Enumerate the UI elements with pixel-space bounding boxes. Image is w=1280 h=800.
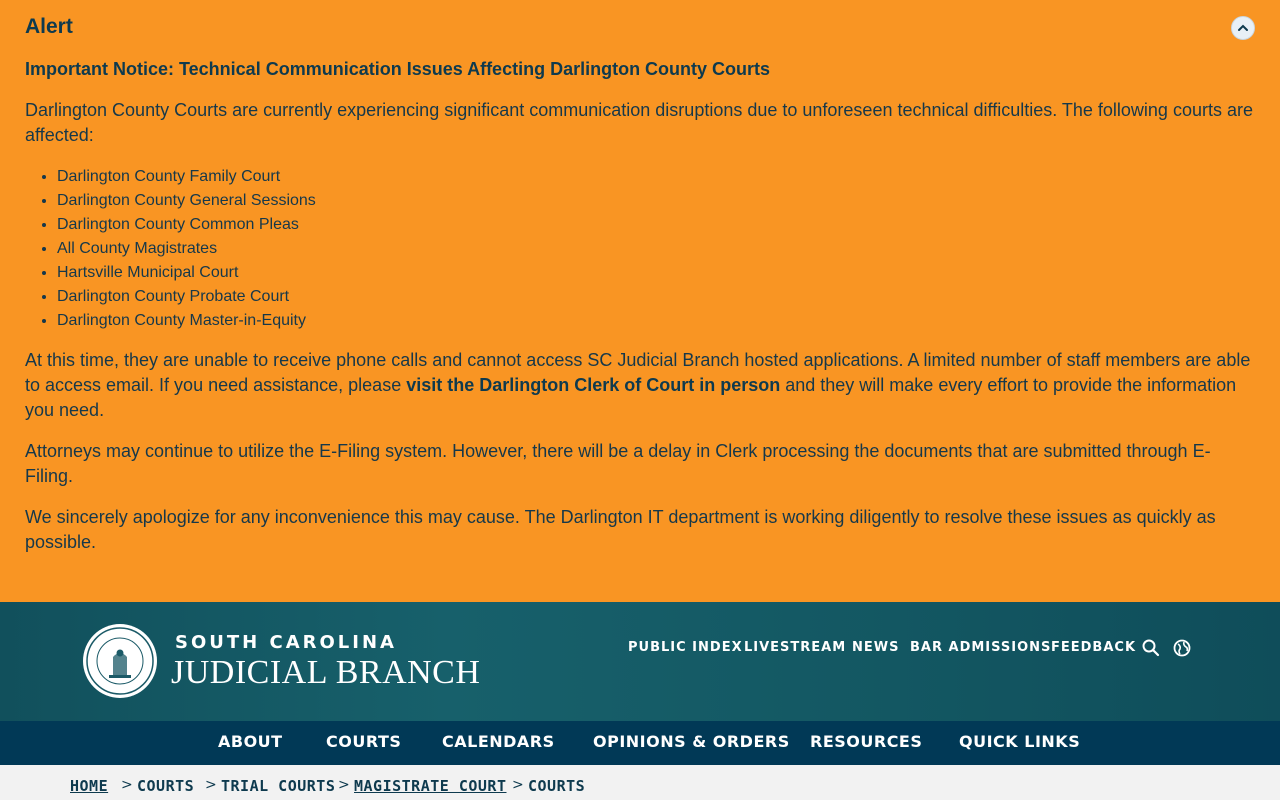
chevron-up-icon	[1237, 22, 1249, 34]
brand-state[interactable]: SOUTH CAROLINA	[175, 632, 397, 653]
list-item: • All County Magistrates	[57, 237, 316, 261]
search-icon[interactable]	[1141, 638, 1161, 658]
breadcrumb-courts: COURTS	[137, 777, 195, 795]
breadcrumb	[0, 765, 1280, 800]
list-item: • Darlington County Master-in-Equity	[57, 309, 316, 333]
breadcrumb-current: COURTS	[528, 777, 586, 795]
breadcrumb-trial-courts: TRIAL COURTS	[221, 777, 336, 795]
brand-judicial-branch[interactable]: JUDICIAL BRANCH	[171, 654, 481, 691]
nav-calendars[interactable]: CALENDARS	[442, 732, 555, 751]
breadcrumb-separator: >	[205, 777, 217, 793]
bar-admissions-link[interactable]: BAR ADMISSIONS	[910, 640, 1052, 655]
list-item: • Darlington County General Sessions	[57, 189, 316, 213]
site-header	[0, 602, 1280, 721]
affected-courts-list	[57, 165, 316, 333]
feedback-link[interactable]: FEEDBACK	[1051, 640, 1137, 655]
alert-paragraph-apology: We sincerely apologize for any inconvenience this may cause. The Darlington IT department is working diligently to resolve these issues as quickly as possible.	[25, 507, 1216, 552]
list-item: • Darlington County Family Court	[57, 165, 316, 189]
clerk-in-person-link[interactable]: visit the Darlington Clerk of Court in person	[406, 375, 781, 395]
list-item: • Hartsville Municipal Court	[57, 261, 316, 285]
nav-courts[interactable]: COURTS	[326, 732, 402, 751]
alert-intro: Darlington County Courts are currently experiencing significant communication disruptions due to unforeseen technical difficulties. The following courts are affected:	[25, 100, 1253, 145]
breadcrumb-magistrate-court[interactable]: MAGISTRATE COURT	[354, 777, 507, 795]
alert-heading: Important Notice: Technical Communication Issues Affecting Darlington County Courts	[25, 59, 771, 79]
nav-opinions-orders[interactable]: OPINIONS & ORDERS	[593, 732, 790, 751]
nav-quick-links[interactable]: QUICK LINKS	[959, 732, 1081, 751]
breadcrumb-separator: >	[121, 777, 133, 793]
public-index-link[interactable]: PUBLIC INDEX	[628, 640, 743, 655]
alert-title: Alert	[25, 15, 73, 38]
alert-paragraph-efiling: Attorneys may continue to utilize the E-Filing system. However, there will be a delay in Clerk processing the documents that are submitted through E-Filing.	[25, 441, 1211, 486]
alert-paragraph-contact	[25, 348, 1257, 423]
main-navigation	[0, 721, 1280, 765]
breadcrumb-separator: >	[512, 777, 524, 793]
alert-text: At this time, they are unable to receive phone calls and cannot access SC Judicial Branch hosted applications. A limited number of staff members are able to access email. If you need assistance, please	[25, 350, 1251, 395]
globe-icon[interactable]	[1172, 638, 1192, 658]
news-link[interactable]: NEWS	[852, 640, 900, 655]
alert-collapse-button[interactable]	[1231, 16, 1255, 40]
breadcrumb-home[interactable]: HOME	[70, 777, 109, 795]
livestream-link[interactable]: LIVESTREAM	[744, 640, 847, 655]
alert-text: and they will make every effort to provide the information you need.	[25, 375, 1237, 420]
list-item: • Darlington County Probate Court	[57, 285, 316, 309]
nav-resources[interactable]: RESOURCES	[810, 732, 923, 751]
list-item: • Darlington County Common Pleas	[57, 213, 316, 237]
breadcrumb-separator: >	[338, 777, 350, 793]
supreme-court-seal-icon[interactable]	[82, 623, 158, 699]
nav-about[interactable]: ABOUT	[218, 732, 283, 751]
